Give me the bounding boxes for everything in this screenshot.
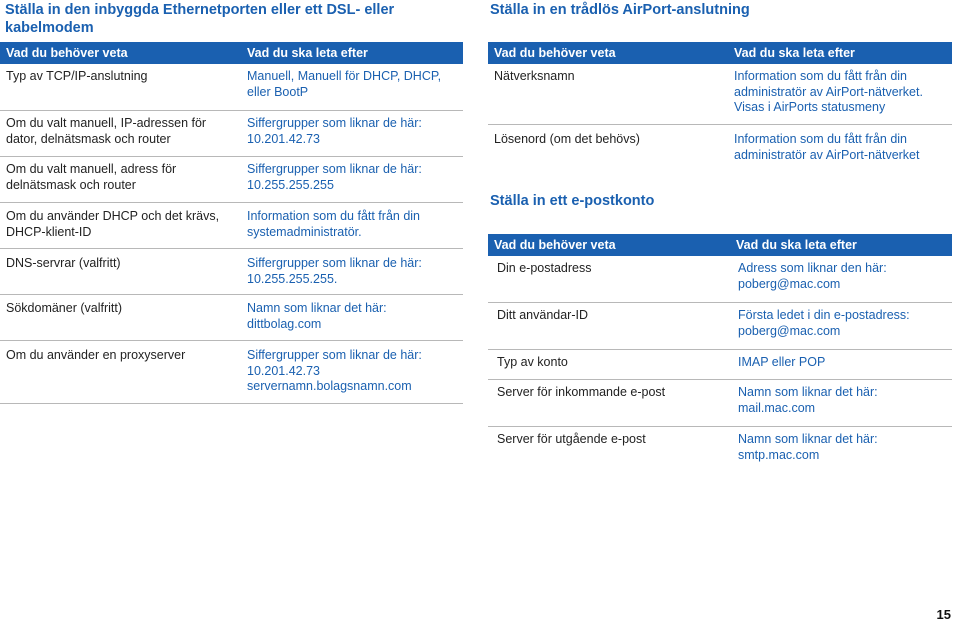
- section-title-email: Ställa in ett e-postkonto: [490, 193, 655, 209]
- cell-line: Namn som liknar det här:: [738, 432, 878, 446]
- cell-line: Siffergrupper som liknar de här:: [247, 116, 422, 130]
- look-cell: [738, 261, 887, 292]
- cell-line: Lösenord (om det behövs): [494, 132, 640, 146]
- need-cell: [6, 209, 219, 240]
- cell-line: poberg@mac.com: [738, 323, 841, 338]
- cell-line: servernamn.bolagsnamn.com: [247, 379, 412, 393]
- table-header: [488, 42, 952, 64]
- need-cell: [497, 385, 665, 401]
- need-cell: [6, 256, 121, 272]
- cell-line: Server för inkommande e-post: [497, 385, 666, 399]
- cell-line: DNS-servrar (valfritt): [6, 256, 121, 270]
- look-cell: [734, 132, 920, 163]
- look-cell: [247, 69, 441, 100]
- cell-line: systemadministratör.: [247, 224, 362, 239]
- table-row: [488, 350, 952, 380]
- cell-line: Siffergrupper som liknar de här:: [247, 256, 422, 270]
- cell-line: Om du använder DHCP och det krävs,: [6, 209, 220, 223]
- section-title-ethernet: [5, 1, 465, 37]
- cell-line: Manuell, Manuell för DHCP, DHCP,: [247, 69, 442, 83]
- cell-line: Första ledet i din e-postadress:: [738, 308, 910, 322]
- look-cell: [247, 162, 422, 193]
- need-cell: [6, 162, 176, 193]
- header-need: Vad du behöver veta: [6, 46, 128, 60]
- need-cell: [494, 132, 640, 148]
- look-cell: [734, 69, 923, 116]
- header-look: Vad du ska leta efter: [734, 46, 855, 60]
- cell-line: 10.201.42.73: [247, 131, 320, 146]
- cell-line: IMAP eller POP: [738, 355, 826, 369]
- cell-line: Information som du fått från din: [247, 209, 421, 223]
- page-number: 15: [936, 607, 951, 622]
- cell-line: administratör av AirPort-nätverket: [734, 147, 920, 162]
- table-row: [488, 427, 952, 471]
- cell-line: Siffergrupper som liknar de här:: [247, 162, 422, 176]
- cell-line: Namn som liknar det här:: [738, 385, 878, 399]
- cell-line: 10.255.255.255.: [247, 271, 338, 286]
- cell-line: Ditt användar-ID: [497, 308, 589, 322]
- table-row: [0, 111, 463, 157]
- look-cell: [247, 116, 422, 147]
- look-cell: [247, 209, 420, 240]
- table-header: [488, 234, 952, 256]
- cell-line: Visas i AirPorts statusmeny: [734, 100, 886, 114]
- need-cell: [6, 69, 148, 85]
- cell-line: Om du valt manuell, adress för: [6, 162, 177, 176]
- table-row: [0, 203, 463, 249]
- look-cell: [738, 432, 878, 463]
- look-cell: [738, 385, 878, 416]
- cell-line: poberg@mac.com: [738, 276, 841, 291]
- cell-line: Om du använder en proxyserver: [6, 348, 186, 362]
- header-look: Vad du ska leta efter: [736, 238, 857, 252]
- need-cell: [494, 69, 575, 85]
- section-title-airport: Ställa in en trådlös AirPort-anslutning: [490, 2, 750, 18]
- table-row: [488, 125, 952, 171]
- table-row: [488, 256, 952, 303]
- table-header: [0, 42, 463, 64]
- cell-line: Namn som liknar det här:: [247, 301, 387, 315]
- email-table: [488, 234, 952, 471]
- cell-line: Adress som liknar den här:: [738, 261, 887, 275]
- cell-line: DHCP-klient-ID: [6, 224, 92, 239]
- ethernet-table: [0, 42, 463, 404]
- cell-line: Om du valt manuell, IP-adressen för: [6, 116, 207, 130]
- cell-line: Nätverksnamn: [494, 69, 575, 83]
- table-row: [0, 295, 463, 341]
- cell-line: administratör av AirPort-nätverket.: [734, 84, 923, 99]
- table-row: [0, 157, 463, 203]
- cell-line: Typ av TCP/IP-anslutning: [6, 69, 148, 83]
- title-line: kabelmodem: [5, 20, 94, 36]
- cell-line: 10.201.42.73: [247, 363, 320, 378]
- need-cell: [497, 261, 592, 277]
- table-row: [0, 341, 463, 404]
- cell-line: Server för utgående e-post: [497, 432, 646, 446]
- cell-line: dator, delnätsmask och router: [6, 131, 171, 146]
- need-cell: [6, 348, 185, 364]
- cell-line: eller BootP: [247, 84, 309, 99]
- header-need: Vad du behöver veta: [494, 46, 616, 60]
- cell-line: Typ av konto: [497, 355, 568, 369]
- header-need: Vad du behöver veta: [494, 238, 616, 252]
- cell-line: delnätsmask och router: [6, 177, 136, 192]
- cell-line: 10.255.255.255: [247, 177, 334, 192]
- cell-line: Siffergrupper som liknar de här:: [247, 348, 422, 362]
- table-row: [488, 64, 952, 125]
- need-cell: [6, 301, 122, 317]
- look-cell: [247, 301, 387, 332]
- need-cell: [6, 116, 206, 147]
- look-cell: [738, 355, 825, 371]
- look-cell: [738, 308, 910, 339]
- airport-table: [488, 42, 952, 171]
- table-row: [0, 249, 463, 295]
- cell-line: Information som du fått från din: [734, 69, 908, 83]
- cell-line: dittbolag.com: [247, 316, 322, 331]
- cell-line: mail.mac.com: [738, 400, 816, 415]
- table-row: [0, 64, 463, 111]
- header-look: Vad du ska leta efter: [247, 46, 368, 60]
- look-cell: [247, 348, 422, 395]
- cell-line: Din e-postadress: [497, 261, 592, 275]
- cell-line: Sökdomäner (valfritt): [6, 301, 123, 315]
- cell-line: Information som du fått från din: [734, 132, 908, 146]
- cell-line: smtp.mac.com: [738, 447, 820, 462]
- need-cell: [497, 355, 568, 371]
- title-line: Ställa in den inbyggda Ethernetporten eller ett DSL- eller: [5, 2, 395, 18]
- need-cell: [497, 432, 646, 448]
- table-row: [488, 303, 952, 350]
- look-cell: [247, 256, 422, 287]
- need-cell: [497, 308, 588, 324]
- table-row: [488, 380, 952, 427]
